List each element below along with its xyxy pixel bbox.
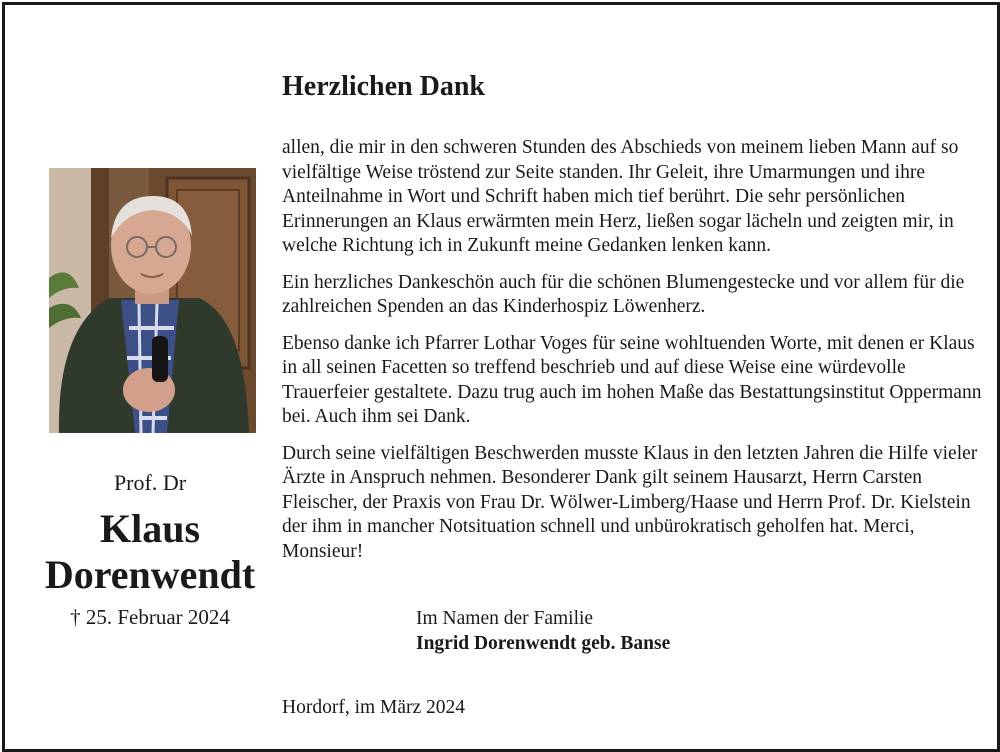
body-paragraph: Durch seine vielfältigen Beschwerden musste Klaus in den letzten Jahren die Hilfe vieler Ärzte in Anspruch nehmen. Besonderer Dank gilt seinem Hausarzt, Herrn Carsten Fleischer, der Praxis von Frau Dr. Wölwer-Limberg/Haase und Herrn Prof. Dr. Kielstein der ihm in mancher Notsituation schnell und unbürokratisch geholfen hat. Merci, Monsieur!	[282, 442, 978, 562]
notice-heading: Herzlichen Dank	[282, 71, 485, 102]
academic-title: Prof. Dr	[113, 470, 187, 495]
body-paragraph: allen, die mir in den schweren Stunden des Abschieds von meinem lieben Mann auf so vielfältige Weise tröstend zur Seite standen. Ihr Geleit, ihre Umarmungen und ihre Anteilnahme in Wort und Schrift haben mich tief berührt. Die sehr persönlichen Erinnerungen an Klaus erwärmten mein Herz, ließen sogar lächeln und zeigten mir, in welche Richtung ich in Zukunft meine Gedanken lenken kann.	[282, 137, 959, 256]
obituary-notice	[2, 2, 1000, 752]
portrait-photo	[49, 168, 256, 433]
signature-name: Ingrid Dorenwendt geb. Banse	[416, 633, 671, 654]
deceased-first-name: Klaus	[99, 506, 201, 551]
notice-body	[282, 136, 987, 576]
death-date: † 25. Februar 2024	[70, 605, 230, 629]
deceased-last-name: Dorenwendt	[44, 552, 256, 597]
place-date: Hordorf, im März 2024	[282, 697, 466, 718]
signature-intro: Im Namen der Familie	[416, 608, 594, 629]
body-paragraph: Ebenso danke ich Pfarrer Lothar Voges für seine wohltuenden Worte, mit denen er Klaus in all seinen Facetten so treffend beschrieb und auf diese Weise eine würdevolle Trauerfeier gestaltete. Dazu trug auch im hohen Maße das Bestattungsinstitut Oppermann bei. Auch ihm sei Dank.	[282, 332, 982, 427]
body-paragraph: Ein herzliches Dankeschön auch für die schönen Blumengestecke und vor allem für die zahlreichen Spenden an das Kinderhospiz Löwenherz.	[282, 271, 965, 317]
